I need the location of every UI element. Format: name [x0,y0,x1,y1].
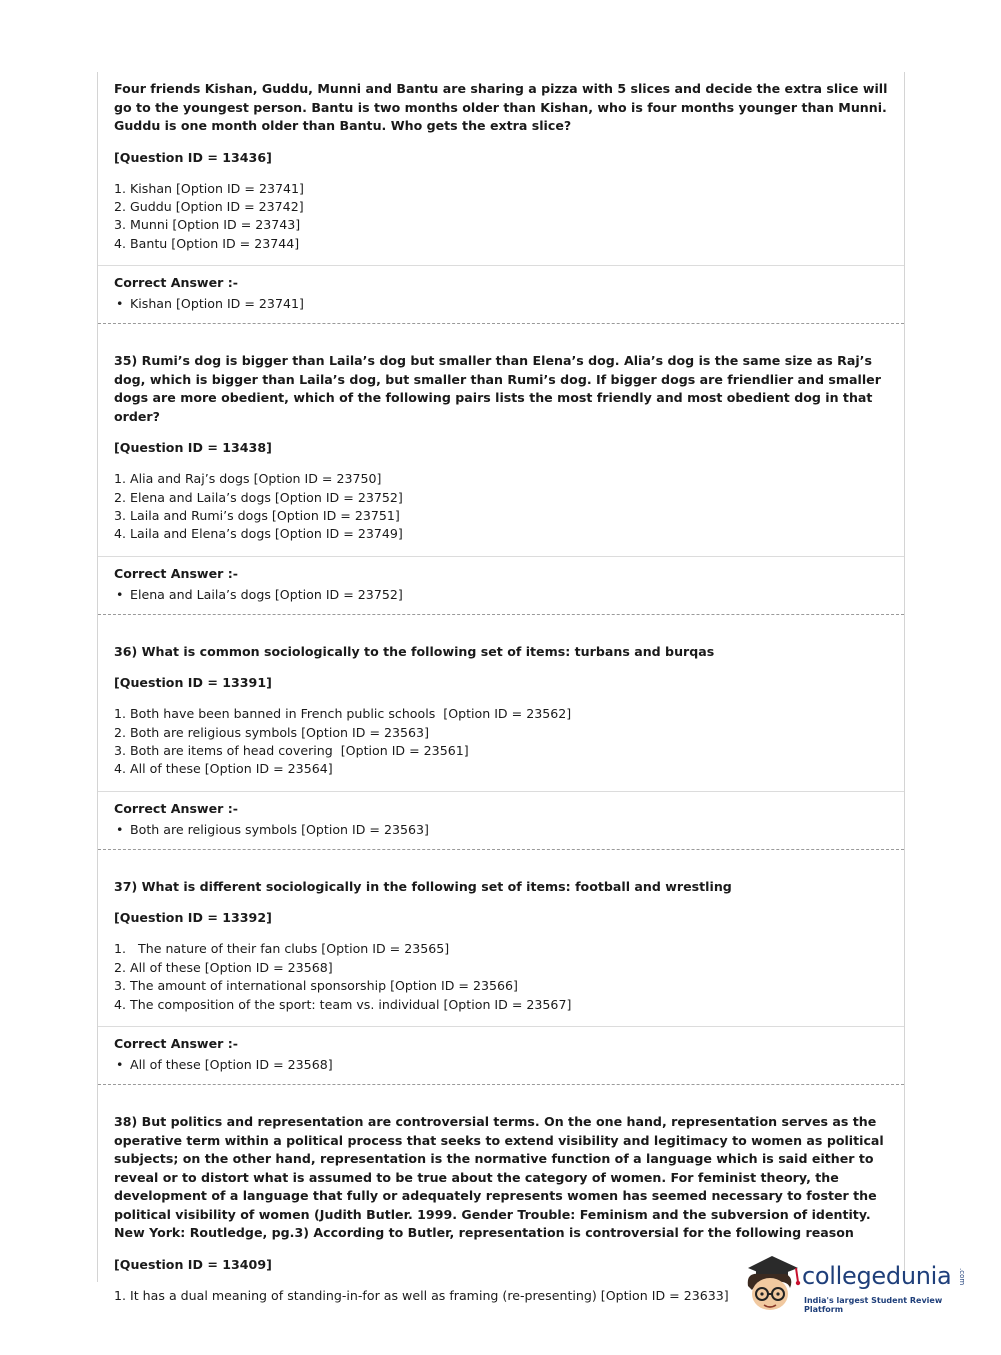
option-item: 4. Laila and Elena’s dogs [Option ID = 23749] [114,526,403,542]
option-item: 2. Guddu [Option ID = 23742] [114,198,304,214]
option-item: 2. Both are religious symbols [Option ID = 23563] [114,724,429,740]
correct-answer-item [114,821,888,839]
options-list [98,180,904,254]
correct-answer-item [114,295,888,313]
bullet-icon: • [116,296,124,312]
logo-tagline: India's largest Student Review Platform [804,1296,943,1314]
correct-answer-block [98,266,904,313]
student-mascot-icon [742,1248,804,1318]
correct-answer-block [98,557,904,604]
question-id: [Question ID = 13438] [114,440,272,456]
correct-answer-block [98,792,904,839]
option-item: 3. The amount of international sponsorship [Option ID = 23566] [114,978,518,994]
option-item: 4. Bantu [Option ID = 23744] [114,235,300,251]
option-item: 1. Kishan [Option ID = 23741] [114,180,304,196]
bullet-icon: • [116,1057,124,1072]
option-item: 3. Laila and Rumi’s dogs [Option ID = 23751] [114,507,400,523]
option-item: 2. Elena and Laila’s dogs [Option ID = 23752] [114,489,403,505]
correct-answer-label: Correct Answer :- [114,1036,238,1051]
option-item: 3. Both are items of head covering [Option ID = 23561] [114,743,469,759]
logo-wordmark: collegedunia [802,1262,952,1290]
logo-com: .com [958,1268,966,1286]
option-item: 1. It has a dual meaning of standing-in-for as well as framing (re-presenting) [Option ID = 23633] [114,1287,729,1303]
question-id: [Question ID = 13392] [114,910,272,926]
correct-answer-label: Correct Answer :- [114,275,238,291]
correct-answer-label: Correct Answer :- [114,800,238,816]
bullet-icon: • [116,586,124,602]
correct-answer-text: Elena and Laila’s dogs [Option ID = 23752] [130,586,403,602]
correct-answer-label: Correct Answer :- [114,565,238,581]
question-id: [Question ID = 13409] [114,1256,272,1272]
correct-answer-text: All of these [Option ID = 23568] [130,1057,333,1072]
option-item: 3. Munni [Option ID = 23743] [114,217,301,233]
option-item: 1. The nature of their fan clubs [Option ID = 23565] [114,941,450,957]
question-block [98,850,904,1085]
correct-answer-item [114,586,888,604]
options-list [98,705,904,779]
option-item: 1. Both have been banned in French public schools [Option ID = 23562] [114,706,572,722]
question-text: 36) What is common sociologically to the following set of items: turbans and burqas [114,643,715,659]
bullet-icon: • [116,821,124,837]
question-text: 37) What is different sociologically in the following set of items: football and wrestling [114,878,732,894]
question-id: [Question ID = 13436] [114,149,272,165]
question-text: 35) Rumi’s dog is bigger than Laila’s dog but smaller than Elena’s dog. Alia’s dog is the same size as Raj’s dog, which is bigger than Laila’s dog, but smaller than Rumi’s dog. If bigger dogs are friendlier and smaller dogs are more obedient, which of the following pairs lists the most friendly and most obedient dog in that order? [114,353,881,424]
correct-answer-text: Both are religious symbols [Option ID = 23563] [130,821,429,837]
question-text: Four friends Kishan, Guddu, Munni and Bantu are sharing a pizza with 5 slices and decide the extra slice will go to the youngest person. Bantu is two months older than Kishan, who is four months younger than Munni. Guddu is one month older than Bantu. Who gets the extra slice? [114,81,888,133]
option-item: 2. All of these [Option ID = 23568] [114,959,333,975]
correct-answer-item [114,1056,888,1074]
question-block [98,615,904,850]
option-item: 4. The composition of the sport: team vs. individual [Option ID = 23567] [114,996,572,1012]
option-item: 1. Alia and Raj’s dogs [Option ID = 23750] [114,471,382,487]
question-text: 38) But politics and representation are controversial terms. On the one hand, representation serves as the operative term within a political process that seeks to extend visibility and legitimacy to women as political subjects; on the other hand, representation is the normative function of a language which is said either to reveal or to distort what is assumed to be true about the category of women. For feminist theory, the development of a language that fully or adequately represents women has seemed necessary to foster the political visibility of women (Judith Butler. 1999. Gender Trouble: Feminism and the subversion of identity. New York: Routledge, pg.3) According to Butler, representation is controversial for the following reason [114,1114,884,1240]
collegedunia-logo[interactable] [742,1248,972,1318]
question-id: [Question ID = 13391] [114,675,272,691]
question-block [98,72,904,324]
question-block [98,324,904,615]
correct-answer-block [98,1027,904,1074]
option-item: 4. All of these [Option ID = 23564] [114,761,333,777]
options-list [98,940,904,1014]
correct-answer-text: Kishan [Option ID = 23741] [130,296,304,312]
options-list [98,470,904,544]
